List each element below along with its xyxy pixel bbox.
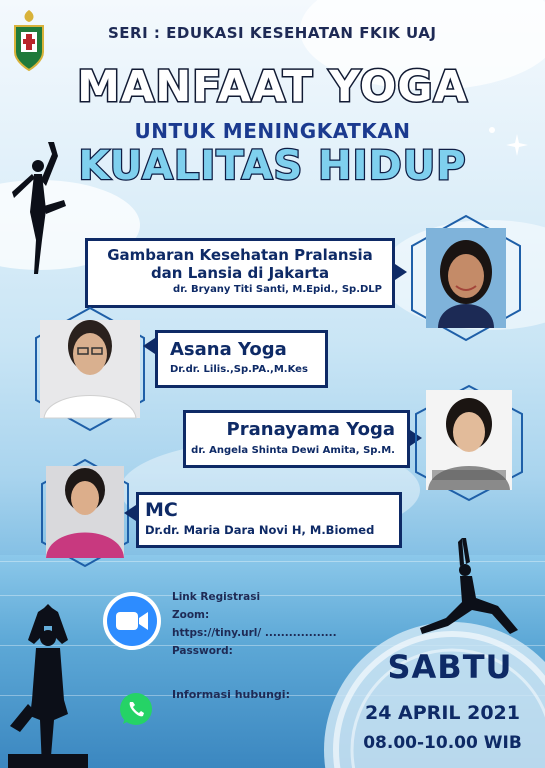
- password-label: Password:: [172, 645, 233, 657]
- series-label: SERI : EDUKASI KESEHATAN FKIK UAJ: [108, 24, 437, 42]
- speaker-photo-2: [34, 306, 146, 432]
- contact-label: Informasi hubungi:: [172, 688, 290, 701]
- whatsapp-phone-icon: [117, 690, 155, 728]
- registration-info: [172, 588, 337, 660]
- registration-link[interactable]: https://tiny.url/ ..................: [172, 627, 337, 639]
- speaker-photo-4: [40, 458, 130, 568]
- yoga-silhouette-tree: [8, 604, 88, 768]
- event-day: SABTU: [387, 648, 513, 686]
- pointer-arrow: [143, 338, 155, 354]
- zoom-label: Zoom:: [172, 609, 210, 621]
- session-speaker: dr. Angela Shinta Dewi Amita, Sp.M.: [191, 445, 395, 456]
- speaker-photo-1: [410, 214, 522, 342]
- session-card: [155, 330, 328, 388]
- session-card: [183, 410, 410, 468]
- registration-label: Link Registrasi: [172, 591, 261, 603]
- session-title: MC: [145, 499, 178, 521]
- yoga-silhouette-dancer: [8, 140, 70, 280]
- pointer-arrow: [124, 505, 136, 521]
- session-card: [85, 238, 395, 308]
- session-speaker: Dr.dr. Lilis.,Sp.PA.,M.Kes: [170, 364, 308, 375]
- speaker-photo-3: [414, 384, 524, 502]
- session-title: Asana Yoga: [170, 339, 287, 360]
- session-title: Gambaran Kesehatan Pralansia dan Lansia di Jakarta: [107, 246, 373, 282]
- pointer-arrow: [395, 264, 407, 280]
- session-title: Pranayama Yoga: [226, 419, 395, 440]
- session-speaker: Dr.dr. Maria Dara Novi H, M.Biomed: [145, 523, 375, 537]
- title-subtitle: UNTUK MENINGKATKAN: [134, 119, 411, 143]
- event-date: 24 APRIL 2021: [365, 702, 520, 724]
- yoga-silhouette-lunge: [418, 536, 528, 640]
- title-main: MANFAAT YOGA: [77, 62, 468, 112]
- title-emphasis: KUALITAS HIDUP: [78, 143, 467, 189]
- session-card: [136, 492, 402, 548]
- zoom-camera-icon: [102, 591, 162, 651]
- event-time: 08.00-10.00 WIB: [363, 733, 522, 753]
- session-speaker: dr. Bryany Titi Santi, M.Epid., Sp.DLP: [173, 284, 382, 295]
